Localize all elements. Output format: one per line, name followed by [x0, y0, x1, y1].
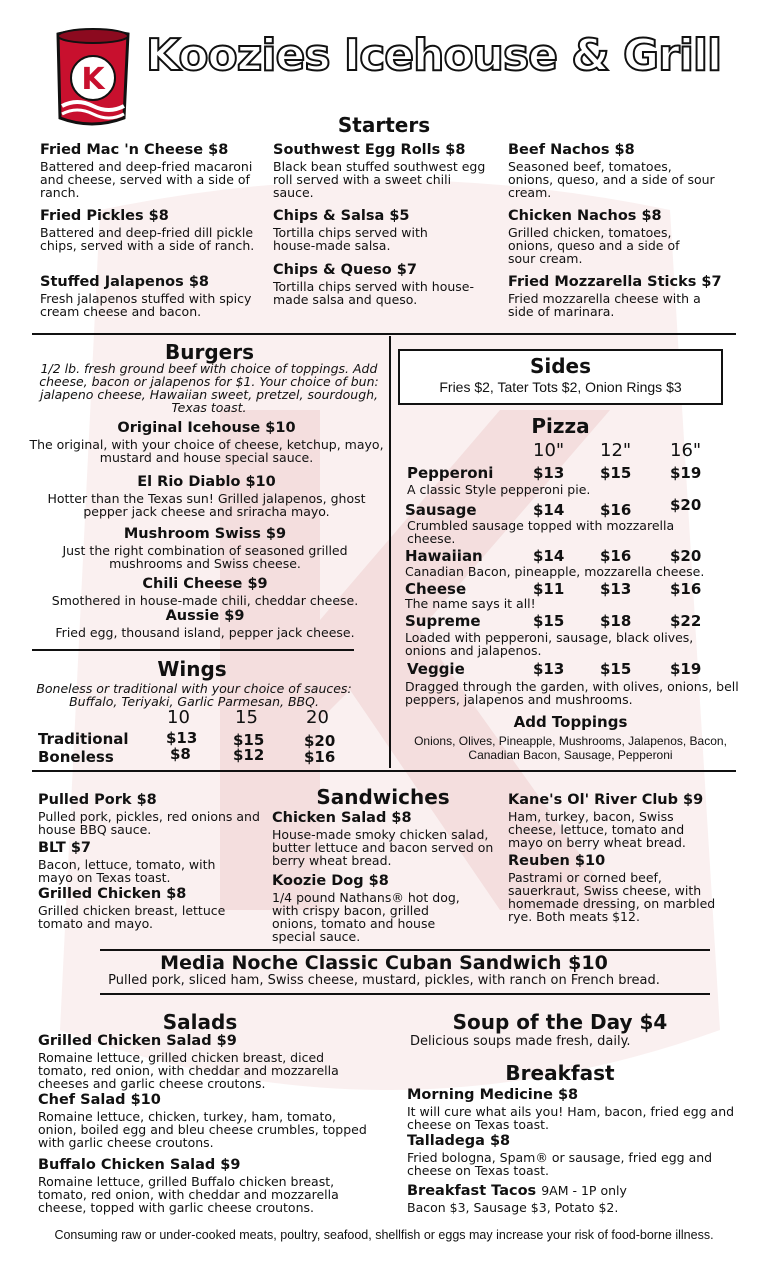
wing-price: $12	[233, 746, 265, 764]
cuban-desc: Pulled pork, sliced ham, Swiss cheese, mustard, pickles, with ranch on French bread.	[108, 973, 660, 988]
pizza-size: 16"	[670, 440, 702, 461]
pizza-price: $11	[533, 580, 565, 598]
wing-price: $8	[170, 745, 191, 763]
pizza-price: $19	[670, 464, 702, 482]
menu-item: Koozie Dog $8 1/4 pound Nathans® hot dog, with crispy bacon, grilled onions, tomato and house special sauce.	[272, 873, 460, 944]
wing-type: Boneless	[38, 748, 114, 766]
menu-item: Pulled Pork $8 Pulled pork, pickles, red onions and house BBQ sauce.	[38, 792, 260, 837]
soup-desc: Delicious soups made fresh, daily.	[410, 1034, 631, 1049]
pizza-price: $20	[670, 547, 702, 565]
menu-item: Reuben $10 Pastrami or corned beef, sauerkraut, Swiss cheese, with homemade dressing, on marbled rye. Both meats $12.	[508, 853, 716, 924]
wing-price: $16	[304, 748, 336, 766]
wing-count: 10	[167, 707, 190, 728]
sides-items: Fries $2, Tater Tots $2, Onion Rings $3	[439, 379, 682, 395]
sides-box	[398, 349, 723, 405]
wings-intro: Boneless or traditional with your choice of sauces: Buffalo, Teriyaki, Garlic Parmesan, BBQ.	[36, 681, 352, 709]
wing-count: 15	[235, 707, 258, 728]
menu-item: Chili Cheese $9 Smothered in house-made chili, cheddar cheese.	[51, 576, 359, 608]
pizza-price: $13	[533, 660, 565, 678]
pizza-desc: Crumbled sausage topped with mozzarella cheese.	[407, 518, 675, 546]
menu-item: Beef Nachos $8 Seasoned beef, tomatoes, onions, queso, and a side of sour cream.	[508, 142, 715, 200]
menu-item: Mushroom Swiss $9 Just the right combination of seasoned grilled mushrooms and Swiss cheese.	[62, 526, 348, 571]
pizza-name: Sausage	[405, 501, 477, 519]
pizza-name: Hawaiian	[405, 547, 483, 565]
cuban-name: Media Noche Classic Cuban Sandwich $10	[160, 952, 608, 974]
pizza-name: Cheese	[405, 580, 467, 598]
menu-item: Chicken Salad $8 House-made smoky chicken salad, butter lettuce and bacon served on berry wheat bread.	[272, 810, 494, 868]
menu-item: Buffalo Chicken Salad $9 Romaine lettuce, grilled Buffalo chicken breast, tomato, red onion, with cheddar and mozzarella cheese, topped with garlic cheese croutons.	[38, 1157, 339, 1215]
restaurant-title: Koozies Icehouse & Grill	[146, 30, 722, 81]
pizza-desc: A classic Style pepperoni pie.	[407, 482, 591, 497]
divider	[32, 770, 736, 772]
pizza-price: $15	[600, 464, 632, 482]
menu-item: Southwest Egg Rolls $8 Black bean stuffed southwest egg roll served with a sweet chili sauce.	[273, 142, 486, 200]
salads-title: Salads	[162, 1010, 238, 1034]
pizza-size: 10"	[533, 440, 565, 461]
pizza-name: Supreme	[405, 612, 481, 630]
menu-item: Chips & Queso $7 Tortilla chips served with house-made salsa and queso.	[273, 262, 474, 307]
pizza-price: $22	[670, 612, 702, 630]
pizza-size: 12"	[600, 440, 632, 461]
pizza-desc: Loaded with pepperoni, sausage, black olives, onions and jalapenos.	[405, 630, 694, 658]
pizza-price: $13	[533, 464, 565, 482]
divider	[32, 649, 354, 651]
pizza-price: $16	[600, 501, 632, 519]
pizza-price: $14	[533, 501, 565, 519]
menu-item: Grilled Chicken $8 Grilled chicken breast, lettuce tomato and mayo.	[38, 886, 226, 931]
wings-title: Wings	[157, 657, 227, 681]
pizza-price: $14	[533, 547, 565, 565]
sandwiches-title: Sandwiches	[316, 785, 450, 809]
menu-item: Original Icehouse $10 The original, with your choice of cheese, ketchup, mayo, mustard and house special sauce.	[29, 420, 384, 465]
menu-item: Breakfast Tacos 9AM - 1P only Bacon $3, Sausage $3, Potato $2.	[407, 1183, 627, 1215]
menu-item: Fried Mozzarella Sticks $7 Fried mozzarella cheese with a side of marinara.	[508, 274, 722, 319]
pizza-price: $13	[600, 580, 632, 598]
wing-count: 20	[306, 707, 329, 728]
pizza-desc: Canadian Bacon, pineapple, mozzarella cheese.	[405, 564, 705, 579]
menu-item: Chips & Salsa $5 Tortilla chips served with house-made salsa.	[273, 208, 428, 253]
wing-type: Traditional	[38, 730, 129, 748]
wing-price: $13	[166, 729, 198, 747]
menu-item: Chicken Nachos $8 Grilled chicken, tomatoes, onions, queso and a side of sour cream.	[508, 208, 680, 266]
burgers-title: Burgers	[165, 340, 254, 364]
menu-item: Stuffed Jalapenos $8 Fresh jalapenos stuffed with spicy cream cheese and bacon.	[40, 274, 252, 319]
divider	[100, 993, 710, 995]
wing-price: $15	[233, 731, 265, 749]
menu-item: Morning Medicine $8 It will cure what ails you! Ham, bacon, fried egg and cheese on Texas toast.	[407, 1087, 735, 1132]
pizza-title: Pizza	[531, 414, 590, 438]
menu-item: Chef Salad $10 Romaine lettuce, chicken, turkey, ham, tomato, onion, boiled egg and bleu cheese crumbles, topped with garlic cheese croutons.	[38, 1092, 367, 1150]
menu-item: Kane's Ol' River Club $9 Ham, turkey, bacon, Swiss cheese, lettuce, tomato and mayo on berry wheat bread.	[508, 792, 704, 850]
pizza-price: $18	[600, 612, 632, 630]
menu-item: BLT $7 Bacon, lettuce, tomato, with mayo on Texas toast.	[38, 840, 216, 885]
pizza-price: $16	[670, 580, 702, 598]
menu-item: El Rio Diablo $10 Hotter than the Texas sun! Grilled jalapenos, ghost pepper jack cheese and sriracha mayo.	[47, 474, 366, 519]
soup-title: Soup of the Day $4	[452, 1010, 668, 1034]
menu-item: Fried Mac 'n Cheese $8 Battered and deep-fried macaroni and cheese, served with a side of ranch.	[40, 142, 253, 200]
pizza-price: $15	[600, 660, 632, 678]
pizza-name: Pepperoni	[407, 464, 494, 482]
toppings-block: Add Toppings Onions, Olives, Pineapple, Mushrooms, Jalapenos, Bacon, Canadian Bacon, Sausage, Pepperoni	[414, 713, 727, 762]
burgers-intro: 1/2 lb. fresh ground beef with choice of toppings. Add cheese, bacon or jalapenos for $1. Your choice of bun: jalapeno cheese, Hawaiian sweet, pretzel, sourdough, Texas toast.	[39, 361, 379, 415]
divider	[100, 949, 710, 951]
wing-price: $20	[304, 732, 336, 750]
pizza-desc: The name says it all!	[405, 596, 536, 611]
sides-title: Sides	[529, 354, 592, 378]
pizza-price: $15	[533, 612, 565, 630]
food-safety-disclaimer: Consuming raw or under-cooked meats, poultry, seafood, shellfish or eggs may increase your risk of food-borne illness.	[54, 1228, 714, 1242]
pizza-name: Veggie	[407, 660, 465, 678]
breakfast-title: Breakfast	[505, 1061, 615, 1085]
pizza-price: $16	[600, 547, 632, 565]
starters-title: Starters	[337, 113, 431, 137]
menu-item: Grilled Chicken Salad $9 Romaine lettuce, grilled chicken breast, diced tomato, red onion, with cheddar and mozzarella cheeses and garlic cheese croutons.	[38, 1033, 339, 1091]
pizza-price: $19	[670, 660, 702, 678]
divider	[389, 336, 391, 768]
divider	[32, 333, 736, 335]
menu-item: Aussie $9 Fried egg, thousand island, pepper jack cheese.	[55, 608, 355, 640]
menu-item: Fried Pickles $8 Battered and deep-fried dill pickle chips, served with a side of ranch.	[40, 208, 255, 253]
menu-item: Talladega $8 Fried bologna, Spam® or sausage, fried egg and cheese on Texas toast.	[407, 1133, 713, 1178]
pizza-price: $20	[670, 496, 702, 514]
pizza-desc: Dragged through the garden, with olives, onions, bell peppers, jalapenos and mushrooms.	[405, 679, 739, 707]
svg-text:K: K	[81, 62, 105, 97]
